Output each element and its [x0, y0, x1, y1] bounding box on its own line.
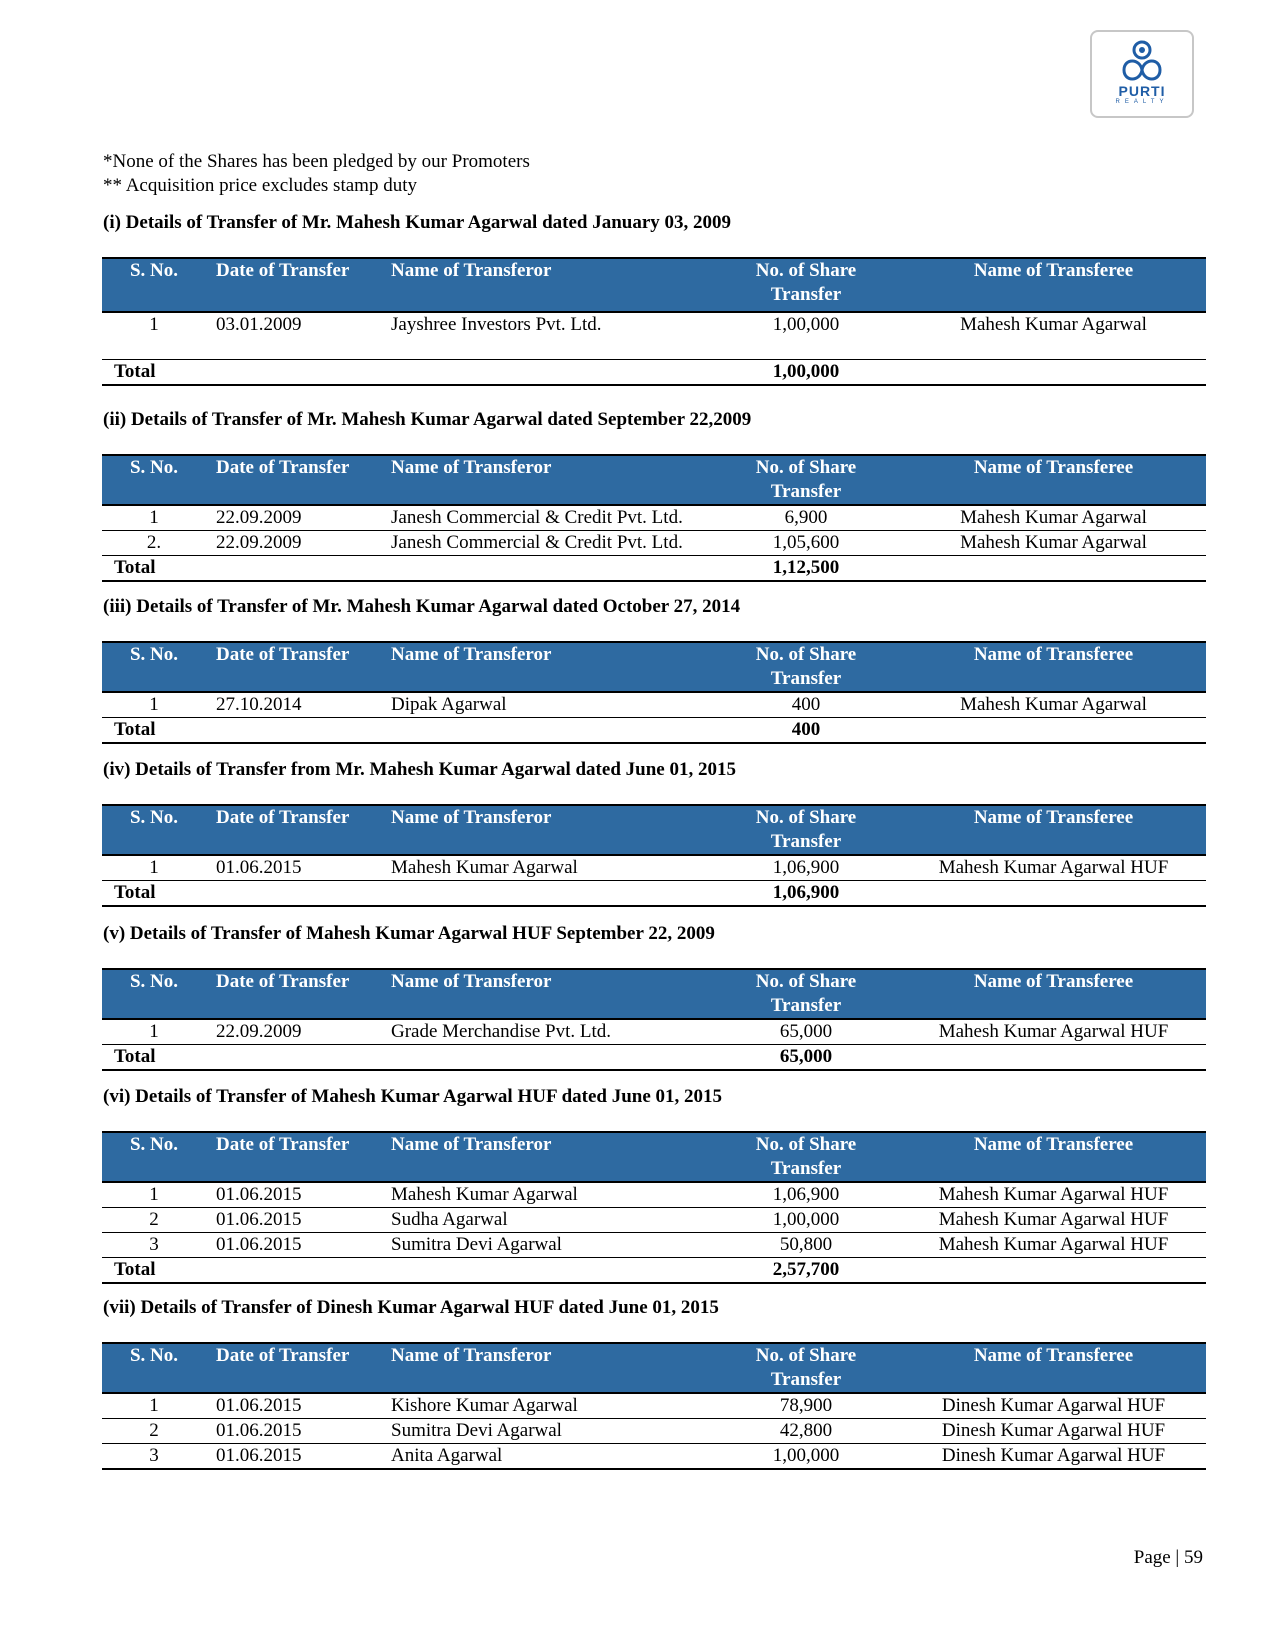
- cell-date: 01.06.2015: [206, 1233, 391, 1258]
- cell-date: 27.10.2014: [206, 692, 391, 718]
- cell-sno: 1: [102, 505, 206, 531]
- header-shares: No. of Share Transfer: [711, 1132, 901, 1182]
- cell-date: 01.06.2015: [206, 855, 391, 881]
- notes-block: [103, 150, 530, 198]
- cell-sno: 1: [102, 1393, 206, 1419]
- header-sno: S. No.: [102, 805, 206, 855]
- section-heading: (vii) Details of Transfer of Dinesh Kumar Agarwal HUF dated June 01, 2015: [103, 1297, 719, 1318]
- note-pledge: *None of the Shares has been pledged by our Promoters: [103, 151, 530, 172]
- cell-transferor: Sumitra Devi Agarwal: [391, 1419, 711, 1444]
- cell-transferee: Dinesh Kumar Agarwal HUF: [901, 1393, 1206, 1419]
- table-header-row: [102, 455, 1206, 505]
- header-date: Date of Transfer: [206, 455, 391, 505]
- table-header-row: [102, 969, 1206, 1019]
- total-label: Total: [102, 881, 711, 907]
- header-transferee: Name of Transferee: [901, 642, 1206, 692]
- cell-date: 03.01.2009: [206, 312, 391, 360]
- cell-transferor: Dipak Agarwal: [391, 692, 711, 718]
- header-date: Date of Transfer: [206, 258, 391, 312]
- cell-transferor: Anita Agarwal: [391, 1444, 711, 1470]
- header-transferor: Name of Transferor: [391, 258, 711, 312]
- cell-date: 22.09.2009: [206, 1019, 391, 1045]
- cell-date: 22.09.2009: [206, 531, 391, 556]
- cell-sno: 1: [102, 1019, 206, 1045]
- total-row: [102, 1258, 1206, 1284]
- header-shares: No. of Share Transfer: [711, 258, 901, 312]
- cell-transferee: Mahesh Kumar Agarwal HUF: [901, 1233, 1206, 1258]
- cell-transferor: Mahesh Kumar Agarwal: [391, 855, 711, 881]
- transfer-table: [102, 454, 1206, 582]
- transfer-table: [102, 1131, 1206, 1284]
- header-transferee: Name of Transferee: [901, 969, 1206, 1019]
- transfer-table: [102, 804, 1206, 907]
- transfer-table: [102, 968, 1206, 1071]
- total-value: 400: [711, 718, 901, 744]
- logo-emblem-icon: [1114, 38, 1170, 84]
- cell-transferor: Janesh Commercial & Credit Pvt. Ltd.: [391, 531, 711, 556]
- cell-date: 01.06.2015: [206, 1444, 391, 1470]
- table-header-row: [102, 805, 1206, 855]
- header-transferee: Name of Transferee: [901, 258, 1206, 312]
- table-row: [102, 1393, 1206, 1419]
- header-date: Date of Transfer: [206, 1132, 391, 1182]
- header-sno: S. No.: [102, 1343, 206, 1393]
- cell-sno: 3: [102, 1444, 206, 1470]
- table-row: [102, 531, 1206, 556]
- total-label: Total: [102, 1258, 711, 1284]
- header-sno: S. No.: [102, 642, 206, 692]
- transfer-table: [102, 641, 1206, 744]
- total-row: [102, 881, 1206, 907]
- cell-transferee: Dinesh Kumar Agarwal HUF: [901, 1419, 1206, 1444]
- table-row: [102, 1233, 1206, 1258]
- cell-transferor: Sumitra Devi Agarwal: [391, 1233, 711, 1258]
- total-value: 2,57,700: [711, 1258, 901, 1284]
- total-row: [102, 1045, 1206, 1071]
- cell-transferor: Janesh Commercial & Credit Pvt. Ltd.: [391, 505, 711, 531]
- header-date: Date of Transfer: [206, 642, 391, 692]
- cell-sno: 1: [102, 1182, 206, 1208]
- transfer-table: [102, 257, 1206, 386]
- header-date: Date of Transfer: [206, 805, 391, 855]
- header-shares: No. of Share Transfer: [711, 805, 901, 855]
- cell-shares: 1,00,000: [711, 312, 901, 360]
- cell-transferee: Mahesh Kumar Agarwal: [901, 312, 1206, 360]
- cell-transferee: Dinesh Kumar Agarwal HUF: [901, 1444, 1206, 1470]
- total-label: Total: [102, 360, 711, 386]
- cell-transferee: Mahesh Kumar Agarwal HUF: [901, 1208, 1206, 1233]
- cell-transferee: Mahesh Kumar Agarwal: [901, 692, 1206, 718]
- purti-realty-logo: [1090, 30, 1194, 118]
- header-transferee: Name of Transferee: [901, 805, 1206, 855]
- header-transferor: Name of Transferor: [391, 1343, 711, 1393]
- cell-transferor: Kishore Kumar Agarwal: [391, 1393, 711, 1419]
- section-heading: (iv) Details of Transfer from Mr. Mahesh Kumar Agarwal dated June 01, 2015: [103, 759, 736, 780]
- header-date: Date of Transfer: [206, 1343, 391, 1393]
- header-transferor: Name of Transferor: [391, 969, 711, 1019]
- header-transferee: Name of Transferee: [901, 1343, 1206, 1393]
- cell-shares: 65,000: [711, 1019, 901, 1045]
- total-value: 1,06,900: [711, 881, 901, 907]
- cell-date: 22.09.2009: [206, 505, 391, 531]
- cell-shares: 1,06,900: [711, 1182, 901, 1208]
- cell-shares: 400: [711, 692, 901, 718]
- cell-sno: 1: [102, 692, 206, 718]
- table-row: [102, 855, 1206, 881]
- cell-date: 01.06.2015: [206, 1393, 391, 1419]
- total-row: [102, 556, 1206, 582]
- header-shares: No. of Share Transfer: [711, 969, 901, 1019]
- cell-sno: 2: [102, 1208, 206, 1233]
- total-label: Total: [102, 718, 711, 744]
- table-header-row: [102, 1343, 1206, 1393]
- table-row: [102, 1182, 1206, 1208]
- cell-shares: 78,900: [711, 1393, 901, 1419]
- section-heading: (v) Details of Transfer of Mahesh Kumar Agarwal HUF September 22, 2009: [103, 923, 715, 944]
- header-shares: No. of Share Transfer: [711, 455, 901, 505]
- cell-transferor: Jayshree Investors Pvt. Ltd.: [391, 312, 711, 360]
- header-sno: S. No.: [102, 455, 206, 505]
- header-shares: No. of Share Transfer: [711, 642, 901, 692]
- table-row: [102, 1019, 1206, 1045]
- header-transferee: Name of Transferee: [901, 455, 1206, 505]
- header-transferee: Name of Transferee: [901, 1132, 1206, 1182]
- header-sno: S. No.: [102, 1132, 206, 1182]
- header-date: Date of Transfer: [206, 969, 391, 1019]
- section-heading: (ii) Details of Transfer of Mr. Mahesh Kumar Agarwal dated September 22,2009: [103, 409, 752, 430]
- header-shares: No. of Share Transfer: [711, 1343, 901, 1393]
- cell-shares: 50,800: [711, 1233, 901, 1258]
- table-row: [102, 692, 1206, 718]
- table-row: [102, 505, 1206, 531]
- table-row: [102, 1208, 1206, 1233]
- table-row-last: [102, 1444, 1206, 1470]
- total-value: 1,12,500: [711, 556, 901, 582]
- table-header-row: [102, 258, 1206, 312]
- header-transferor: Name of Transferor: [391, 1132, 711, 1182]
- table-row: [102, 312, 1206, 360]
- header-sno: S. No.: [102, 258, 206, 312]
- cell-date: 01.06.2015: [206, 1182, 391, 1208]
- total-value: 1,00,000: [711, 360, 901, 386]
- cell-sno: 1: [102, 312, 206, 360]
- cell-transferor: Mahesh Kumar Agarwal: [391, 1182, 711, 1208]
- cell-transferee: Mahesh Kumar Agarwal: [901, 505, 1206, 531]
- cell-transferor: Sudha Agarwal: [391, 1208, 711, 1233]
- section-heading: (iii) Details of Transfer of Mr. Mahesh Kumar Agarwal dated October 27, 2014: [103, 596, 741, 617]
- cell-sno: 1: [102, 855, 206, 881]
- total-label: Total: [102, 1045, 711, 1071]
- table-header-row: [102, 642, 1206, 692]
- cell-transferor: Grade Merchandise Pvt. Ltd.: [391, 1019, 711, 1045]
- cell-shares: 1,00,000: [711, 1208, 901, 1233]
- note-stamp-duty: ** Acquisition price excludes stamp duty: [103, 175, 417, 196]
- cell-transferee: Mahesh Kumar Agarwal HUF: [901, 1182, 1206, 1208]
- cell-shares: 6,900: [711, 505, 901, 531]
- logo-brand-text: PURTI: [1118, 83, 1166, 99]
- transfer-table: [102, 1342, 1206, 1470]
- cell-transferee: Mahesh Kumar Agarwal: [901, 531, 1206, 556]
- table-header-row: [102, 1132, 1206, 1182]
- cell-shares: 1,06,900: [711, 855, 901, 881]
- total-label: Total: [102, 556, 711, 582]
- cell-transferee: Mahesh Kumar Agarwal HUF: [901, 855, 1206, 881]
- total-value: 65,000: [711, 1045, 901, 1071]
- section-heading: (i) Details of Transfer of Mr. Mahesh Kumar Agarwal dated January 03, 2009: [103, 212, 732, 233]
- total-row: [102, 360, 1206, 386]
- cell-sno: 2: [102, 1419, 206, 1444]
- cell-shares: 42,800: [711, 1419, 901, 1444]
- header-transferor: Name of Transferor: [391, 642, 711, 692]
- total-row: [102, 718, 1206, 744]
- cell-shares: 1,00,000: [711, 1444, 901, 1470]
- logo-tagline-text: REALTY: [1115, 99, 1169, 105]
- cell-shares: 1,05,600: [711, 531, 901, 556]
- cell-date: 01.06.2015: [206, 1419, 391, 1444]
- cell-sno: 2.: [102, 531, 206, 556]
- header-transferor: Name of Transferor: [391, 455, 711, 505]
- page-number: Page | 59: [1133, 1547, 1203, 1568]
- cell-transferee: Mahesh Kumar Agarwal HUF: [901, 1019, 1206, 1045]
- cell-sno: 3: [102, 1233, 206, 1258]
- section-heading: (vi) Details of Transfer of Mahesh Kumar Agarwal HUF dated June 01, 2015: [103, 1086, 723, 1107]
- table-row: [102, 1419, 1206, 1444]
- cell-date: 01.06.2015: [206, 1208, 391, 1233]
- header-transferor: Name of Transferor: [391, 805, 711, 855]
- header-sno: S. No.: [102, 969, 206, 1019]
